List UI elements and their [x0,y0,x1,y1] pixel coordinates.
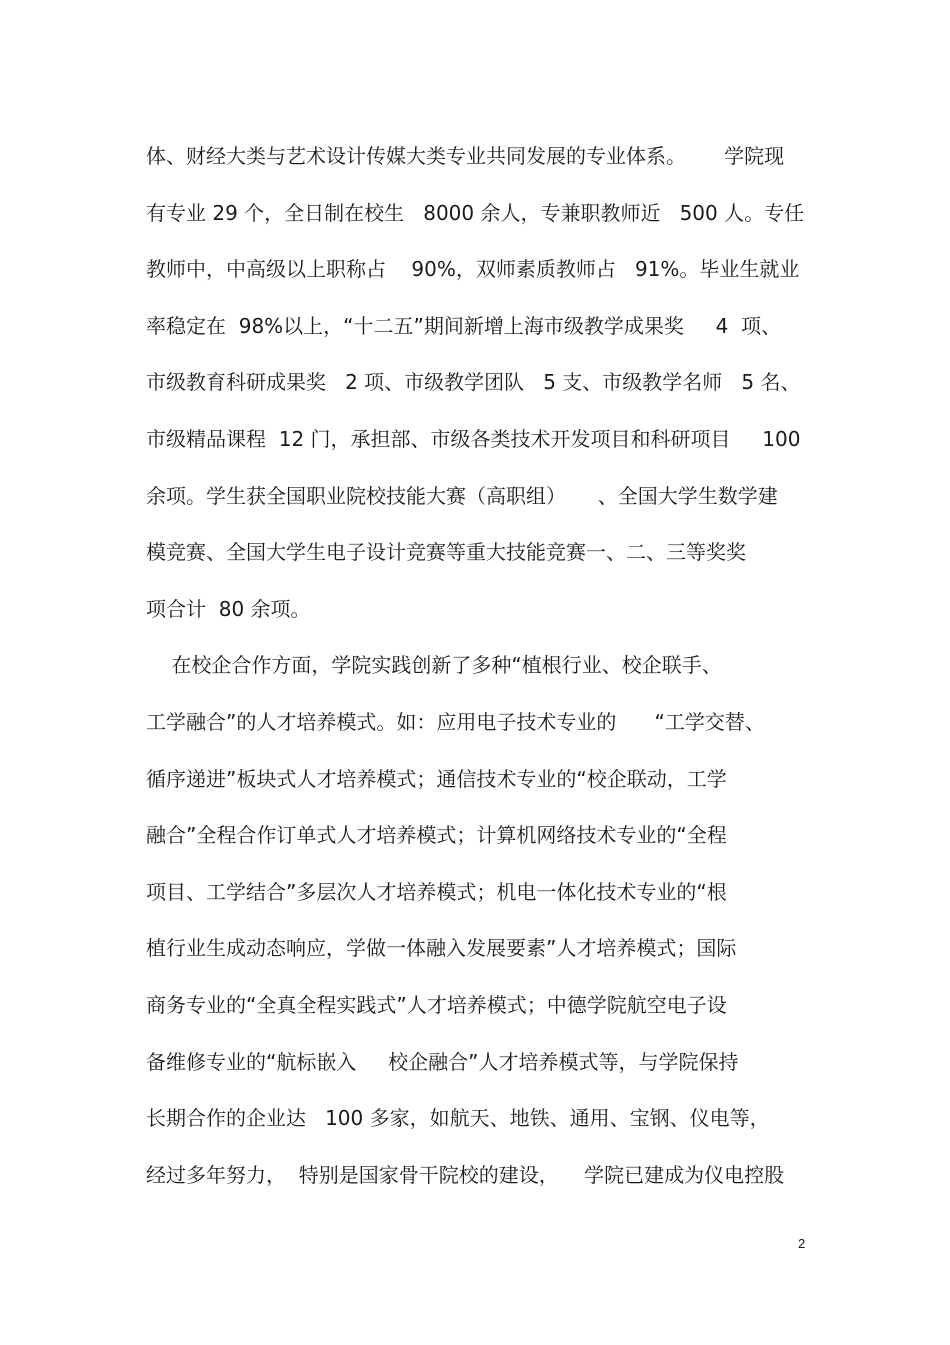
text-line: 植行业生成动态响应，学做一体融入发展要素”人才培养模式；国际 [146,936,737,961]
text-line: 长期合作的企业达 100 多家，如航天、地铁、通用、宝钢、仪电等， [146,1106,770,1131]
text-line: 教师中，中高级以上职称占 90%，双师素质教师占 91%。毕业生就业 [146,257,800,282]
text-line: 项合计 80 余项。 [146,596,311,621]
text-line: 融合”全程合作订单式人才培养模式；计算机网络技术专业的“全程 [146,823,727,848]
text-line: 率稳定在 98%以上，“十二五”期间新增上海市级教学成果奖 4 项、 [146,313,782,338]
text-line: 市级精品课程 12 门，承担部、市级各类技术开发项目和科研项目 100 [146,426,801,451]
text-line: 有专业 29 个，全日制在校生 8000 余人，专兼职教师近 500 人。专任 [146,200,805,225]
text-line: 经过多年努力， 特别是国家骨干院校的建设， 学院已建成为仪电控股 [146,1162,785,1187]
text-line: 模竞赛、全国大学生电子设计竞赛等重大技能竞赛一、二、三等奖奖 [146,540,746,565]
text-line: 市级教育科研成果奖 2 项、市级教学团队 5 支、市级教学名师 5 名、 [146,370,801,395]
page-number: 2 [798,1236,806,1251]
body-text [146,128,826,1203]
text-line: 备维修专业的“航标嵌入 校企融合”人才培养模式等，与学院保持 [146,1049,739,1074]
text-line: 项目、工学结合”多层次人才培养模式；机电一体化技术专业的“根 [146,879,727,904]
text-line: 工学融合”的人才培养模式。如：应用电子技术专业的 “工学交替、 [146,709,765,734]
text-line: 余项。学生获全国职业院校技能大赛（高职组） 、全国大学生数学建 [146,483,778,508]
text-line: 在校企合作方面，学院实践创新了多种“植根行业、校企联手、 [146,653,722,678]
text-line: 商务专业的“全真全程实践式”人才培养模式；中德学院航空电子设 [146,992,727,1017]
text-line: 体、财经大类与艺术设计传媒大类专业共同发展的专业体系。 学院现 [146,144,785,168]
text-line: 循序递进”板块式人才培养模式；通信技术专业的“校企联动，工学 [146,766,727,791]
